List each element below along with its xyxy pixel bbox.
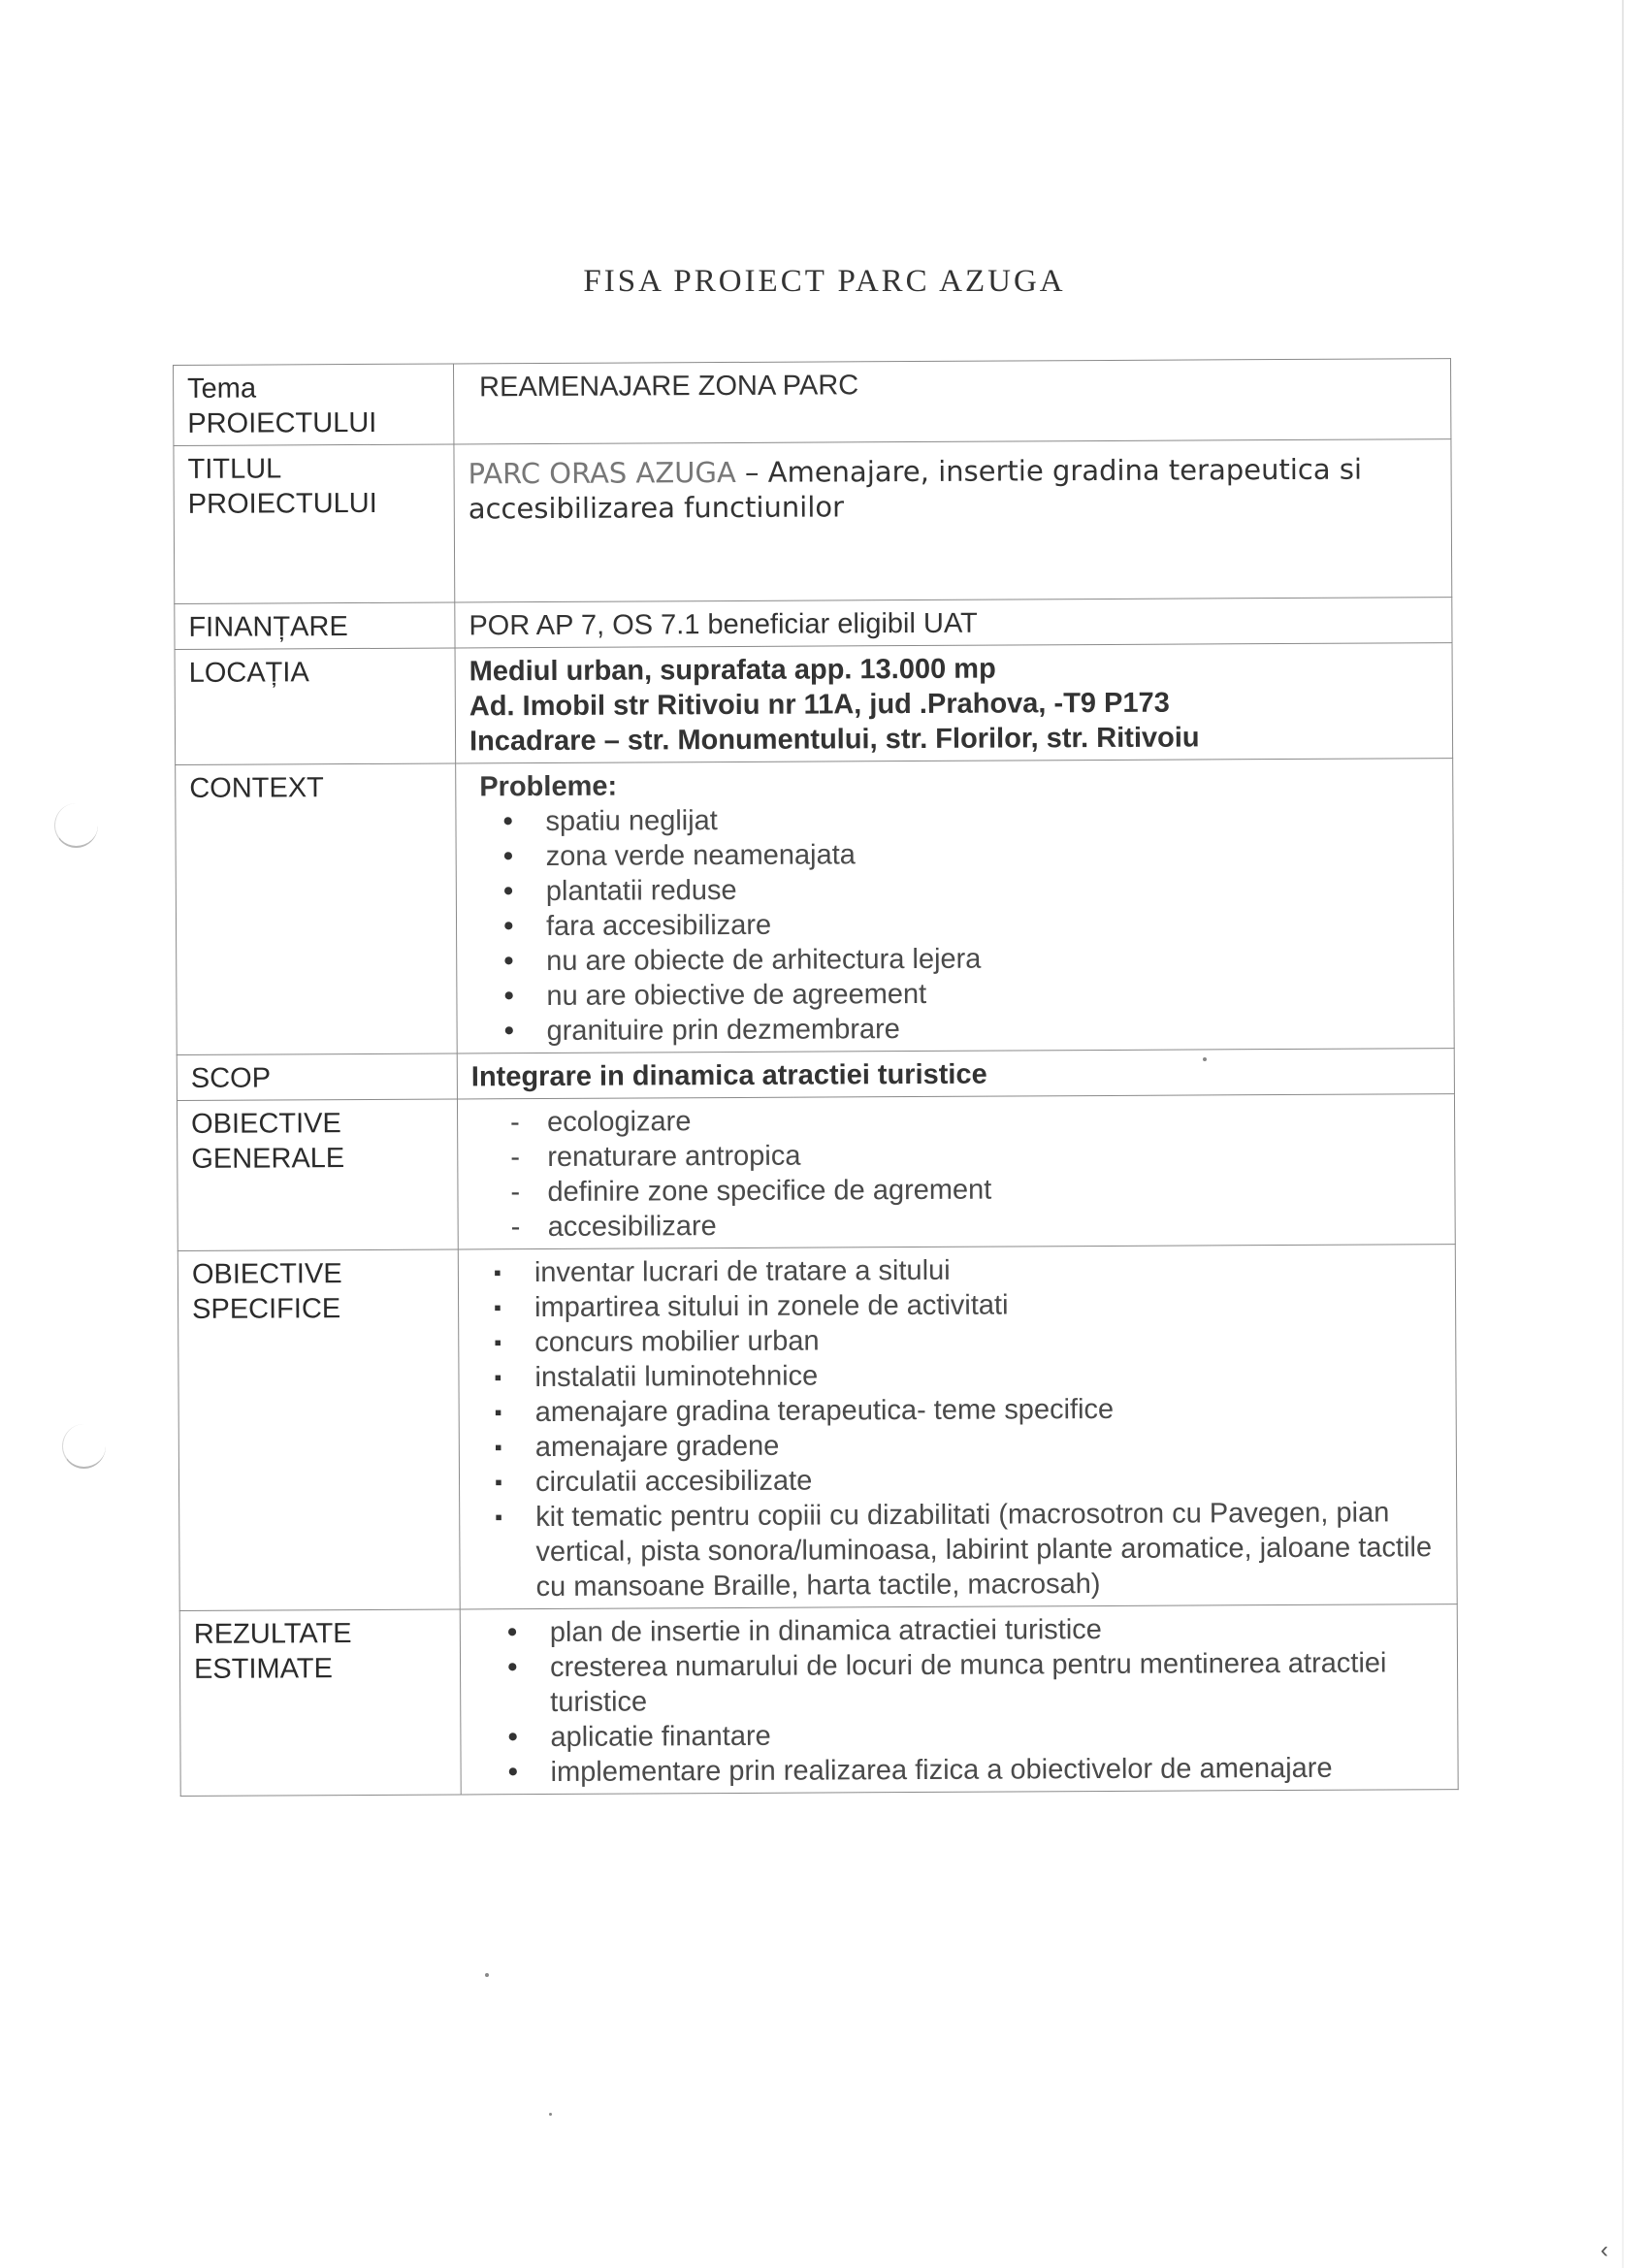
value-titlul (454, 439, 1452, 602)
list-item: • plan de insertie in dinamica atractiei turistice (474, 1610, 1443, 1650)
label-finantare: FINANȚARE (175, 602, 455, 650)
scan-speck (549, 2113, 552, 2116)
list-item: - renaturare antropica (471, 1135, 1440, 1175)
title-main: PARC ORAS AZUGA (468, 455, 736, 491)
value-finantare: POR AP 7, OS 7.1 beneficiar eligibil UAT (455, 598, 1452, 648)
label-obiective-generale: OBIECTIVE GENERALE (177, 1099, 458, 1251)
obiective-generale-list (471, 1100, 1441, 1245)
list-item: ▪ instalatii luminotehnice (472, 1355, 1441, 1395)
list-item: ▪ kit tematic pentru copiii cu dizabilitati (macrosotron cu Pavegen, pian vertical, pista sonora/luminoasa, labirint plante aromatice, jaloane tactile cu mansoane Braille, harta tactile, macrosah) (473, 1495, 1443, 1604)
project-sheet-table (173, 358, 1459, 1797)
list-item: • spatiu neglijat (469, 799, 1439, 839)
value-obiective-specifice (458, 1245, 1457, 1609)
list-item: ▪ amenajare gradene (473, 1425, 1442, 1465)
row-tema (174, 359, 1451, 446)
list-item: • plantatii reduse (470, 869, 1439, 909)
rezultate-list (474, 1610, 1444, 1790)
locatia-line: Ad. Imobil str Ritivoiu nr 11A, jud .Prahova, -T9 P173 (469, 687, 1170, 723)
list-item: ▪ concurs mobilier urban (472, 1320, 1441, 1360)
row-titlul (174, 439, 1452, 604)
list-item: • implementare prin realizarea fizica a obiectivelor de amenajare (475, 1750, 1444, 1790)
scan-speck (485, 1973, 489, 1977)
row-finantare (175, 598, 1452, 650)
list-item: ▪ amenajare gradina terapeutica- teme specifice (473, 1390, 1442, 1430)
label-context: CONTEXT (176, 763, 458, 1055)
list-item: ▪ impartirea sitului in zonele de activitati (472, 1285, 1441, 1325)
scan-edge (1622, 0, 1624, 2268)
list-item: ▪ inventar lucrari de tratare a sitului (472, 1250, 1441, 1290)
locatia-line: Incadrare – str. Monumentului, str. Florilor, str. Ritivoiu (469, 722, 1200, 758)
value-tema: REAMENAJARE ZONA PARC (453, 359, 1450, 444)
label-tema: Tema PROIECTULUI (174, 364, 454, 446)
punch-hole-bottom (62, 1424, 106, 1469)
list-item: • granituire prin dezmembrare (471, 1009, 1440, 1049)
label-rezultate: REZULTATE ESTIMATE (179, 1609, 461, 1797)
list-item: • aplicatie finantare (474, 1715, 1443, 1755)
page-title: FISA PROIECT PARC AZUGA (583, 264, 1066, 299)
label-obiective-specifice: OBIECTIVE SPECIFICE (178, 1249, 460, 1611)
context-list (469, 799, 1439, 1049)
label-titlul: TITLUL PROIECTULUI (174, 444, 455, 604)
list-item: • nu are obiecte de arhitectura lejera (470, 939, 1439, 979)
row-context (176, 759, 1455, 1055)
scan-speck (1203, 1057, 1207, 1061)
list-item: • fara accesibilizare (470, 904, 1439, 944)
label-scop: SCOP (177, 1053, 457, 1101)
value-obiective-generale (457, 1094, 1455, 1249)
label-locatia: LOCAȚIA (175, 648, 456, 765)
context-heading: Probleme: (479, 770, 618, 803)
value-locatia (455, 643, 1453, 763)
value-context (456, 759, 1455, 1053)
row-scop (177, 1049, 1454, 1101)
list-item: - ecologizare (471, 1100, 1440, 1140)
list-item: - definire zone specifice de agrement (471, 1170, 1440, 1210)
row-rezultate (179, 1604, 1458, 1797)
corner-smudge: ‹ (1600, 2237, 1608, 2263)
value-rezultate (460, 1604, 1458, 1795)
list-item: • nu are obiective de agreement (470, 974, 1439, 1014)
list-item: • zona verde neamenajata (470, 834, 1439, 874)
row-locatia (175, 643, 1453, 765)
list-item: - accesibilizare (472, 1205, 1441, 1245)
locatia-line: Mediul urban, suprafata app. 13.000 mp (469, 653, 996, 688)
value-scop: Integrare in dinamica atractiei turistice (457, 1049, 1454, 1099)
row-obiective-generale (177, 1094, 1455, 1251)
list-item: • cresterea numarului de locuri de munca pentru mentinerea atractiei turistice (474, 1645, 1443, 1720)
title-rest: – Amenajare, insertie gradina terapeutica si accesibilizarea functiunilor (468, 452, 1363, 526)
obiective-specifice-list (472, 1250, 1443, 1604)
punch-hole-top (54, 803, 98, 848)
row-obiective-specifice (178, 1245, 1457, 1611)
list-item: ▪ circulatii accesibilizate (473, 1460, 1442, 1500)
